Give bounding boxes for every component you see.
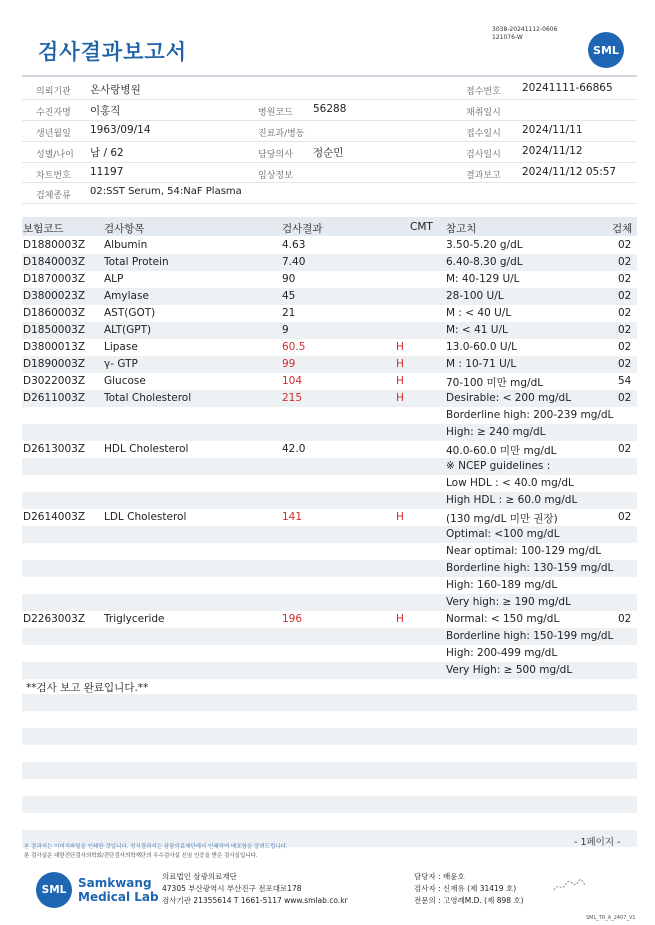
cell-flag: H [396,511,404,523]
cell-reference: Optimal: <100 mg/dL [446,528,560,540]
cell-item: HDL Cholesterol [104,443,189,455]
cell-item: Albumin [104,239,148,251]
header-divider [22,182,637,183]
cell-code: D1860003Z [23,307,86,319]
cell-item: ALP [104,273,124,285]
receipt-date-value: 2024/11/11 [522,124,583,136]
empty-row-band [22,796,637,813]
cell-item: AST(GOT) [104,307,156,319]
cell-flag: H [396,613,404,625]
cell-item: Amylase [104,290,149,302]
cell-result: 104 [282,375,303,387]
hospital-label: 의뢰기관 [36,87,71,97]
cell-specimen: 02 [618,511,632,523]
cell-reference: Near optimal: 100-129 mg/dL [446,545,602,557]
page-number: - 1페이지 - [574,837,621,848]
page-title: 검사결과보고서 [38,40,188,64]
cell-item: ALT(GPT) [104,324,152,336]
receipt-no-value: 20241111-66865 [522,82,613,94]
hospital-value: 온사랑병원 [90,84,141,96]
patient-value: 이홍직 [90,105,121,117]
header-divider [22,99,637,100]
header-divider-top [22,75,637,77]
cell-reference: 13.0-60.0 U/L [446,341,517,353]
cell-result: 7.40 [282,256,306,268]
completion-note: **검사 보고 완료입니다.** [26,682,149,694]
doctor-label: 담당의사 [258,150,293,160]
brand-line2: Medical Lab [78,890,159,904]
cell-reference: Borderline high: 150-199 mg/dL [446,630,614,642]
cell-code: D1870003Z [23,273,86,285]
footer-note-image: 본 결과지는 이미지파일을 인쇄한 것입니다. 정식결과지는 삼광의료재단에서 인쇄하여 배포함을 알려드립니다. [24,844,288,850]
cell-item: γ- GTP [104,358,138,370]
cell-flag: H [396,392,404,404]
cell-code: D2611003Z [23,392,86,404]
collection-date-label: 채취일시 [466,108,501,118]
cell-flag: H [396,375,404,387]
report-date-label: 결과보고 [466,171,501,181]
cell-code: D2263003Z [23,613,86,625]
cell-code: D1880003Z [23,239,86,251]
cell-reference: M : < 40 U/L [446,307,512,319]
cell-specimen: 02 [618,307,632,319]
cell-reference: Normal: < 150 mg/dL [446,613,560,625]
cell-specimen: 02 [618,358,632,370]
cell-code: D1840003Z [23,256,86,268]
cell-specimen: 02 [618,341,632,353]
cell-reference: Very High: ≥ 500 mg/dL [446,664,573,676]
signature-mark [552,878,588,894]
cell-specimen: 02 [618,392,632,404]
cell-item: Total Protein [104,256,169,268]
cell-reference: 3.50-5.20 g/dL [446,239,523,251]
cell-reference: Borderline high: 200-239 mg/dL [446,409,614,421]
cell-result: 9 [282,324,289,336]
samkwang-brand [78,876,159,904]
cell-reference: ※ NCEP guidelines : [446,460,551,472]
cell-specimen: 02 [618,443,632,455]
document-code-line2: 121076-W [492,34,523,41]
cell-reference: (130 mg/dL 미만 권장) [446,513,558,525]
header-divider [22,203,637,204]
cell-result: 196 [282,613,303,625]
footer-note-certification: 본 검사실은 대한진단검사의학회/진단검사의학재단의 우수검사실 신임 인증을 받은 검사실입니다. [24,853,258,859]
clinical-info-label: 임상정보 [258,171,293,181]
footer-specialist: 전문의 : 고영례M.D. (제 898 호) [414,896,524,905]
cell-result: 99 [282,358,296,370]
test-date-value: 2024/11/12 [522,145,583,157]
sex-age-value: 남 / 62 [90,147,124,159]
cell-result: 141 [282,511,303,523]
header-divider [22,162,637,163]
cell-specimen: 02 [618,324,632,336]
birth-label: 생년월일 [36,129,71,139]
cell-reference: Very high: ≥ 190 mg/dL [446,596,571,608]
cell-code: D1890003Z [23,358,86,370]
cell-flag: H [396,358,404,370]
cell-specimen: 02 [618,290,632,302]
empty-row-band [22,728,637,745]
cell-reference: High: 160-189 mg/dL [446,579,558,591]
cell-flag: H [396,341,404,353]
cell-reference: High: 200-499 mg/dL [446,647,558,659]
cell-specimen: 02 [618,239,632,251]
samkwang-logo: SML [36,872,72,908]
cell-code: D2614003Z [23,511,86,523]
patient-label: 수진자명 [36,108,71,118]
cell-item: Triglyceride [104,613,165,625]
document-code [492,26,557,42]
col-header-code: 보험코드 [23,223,64,235]
cell-reference: High: ≥ 240 mg/dL [446,426,546,438]
cell-code: D1850003Z [23,324,86,336]
cell-result: 42.0 [282,443,306,455]
cell-reference: Low HDL : < 40.0 mg/dL [446,477,574,489]
doctor-value: 정순민 [313,147,344,159]
cell-reference: M: 40-129 U/L [446,273,520,285]
col-header-specimen: 검체 [612,223,633,235]
col-header-item: 검사항목 [104,223,145,235]
dept-label: 진료과/병동 [258,129,305,139]
sml-logo: SML [588,32,624,68]
cell-result: 21 [282,307,296,319]
sex-age-label: 성별/나이 [36,150,74,160]
footer-contact: 검사기관 21355614 T 1661-5117 www.smlab.co.kr [162,896,348,905]
chart-no-value: 11197 [90,166,124,178]
form-code: SML_TR_A_2407_V1 [586,915,636,921]
cell-item: Glucose [104,375,146,387]
header-divider [22,141,637,142]
cell-result: 60.5 [282,341,306,353]
empty-row-band [22,694,637,711]
cell-specimen: 02 [618,273,632,285]
cell-specimen: 02 [618,613,632,625]
cell-reference: 28-100 U/L [446,290,504,302]
cell-reference: 40.0-60.0 미만 mg/dL [446,445,557,457]
cell-specimen: 54 [618,375,632,387]
col-header-cmt: CMT [410,221,433,233]
cell-item: LDL Cholesterol [104,511,187,523]
chart-no-label: 차트번호 [36,171,71,181]
footer-manager: 담당자 : 배윤호 [414,872,465,881]
document-code-line1: 3038-20241112-0606 [492,26,558,33]
cell-specimen: 02 [618,256,632,268]
cell-result: 215 [282,392,303,404]
cell-reference: M : 10-71 U/L [446,358,517,370]
header-divider [22,120,637,121]
specimen-type-label: 검체종류 [36,191,71,201]
cell-item: Total Cholesterol [104,392,192,404]
hospital-code-value: 56288 [313,103,347,115]
report-date-value: 2024/11/12 05:57 [522,166,617,178]
birth-value: 1963/09/14 [90,124,151,136]
col-header-result: 검사결과 [282,223,323,235]
specimen-type-value: 02:SST Serum, 54:NaF Plasma [90,186,242,197]
cell-reference: High HDL : ≥ 60.0 mg/dL [446,494,578,506]
footer-examiner: 검사자 : 신재유 (제 31419 호) [414,884,517,893]
cell-reference: Borderline high: 130-159 mg/dL [446,562,614,574]
cell-reference: M: < 41 U/L [446,324,508,336]
receipt-no-label: 접수번호 [466,87,501,97]
hospital-code-label: 병원코드 [258,108,293,118]
cell-reference: 70-100 미만 mg/dL [446,377,544,389]
receipt-date-label: 접수일시 [466,129,501,139]
cell-reference: 6.40-8.30 g/dL [446,256,523,268]
cell-code: D3800013Z [23,341,86,353]
empty-row-band [22,762,637,779]
cell-reference: Desirable: < 200 mg/dL [446,392,572,404]
test-date-label: 검사일시 [466,150,501,160]
cell-code: D3800023Z [23,290,86,302]
cell-code: D2613003Z [23,443,86,455]
cell-code: D3022003Z [23,375,86,387]
footer-address: 47305 부산광역시 부산진구 전포대로178 [162,884,302,893]
cell-result: 45 [282,290,296,302]
cell-result: 90 [282,273,296,285]
cell-result: 4.63 [282,239,306,251]
brand-line1: Samkwang [78,876,152,890]
col-header-reference: 참고치 [446,223,477,235]
footer-org: 의료법인 삼광의료재단 [162,872,237,881]
cell-item: Lipase [104,341,138,353]
